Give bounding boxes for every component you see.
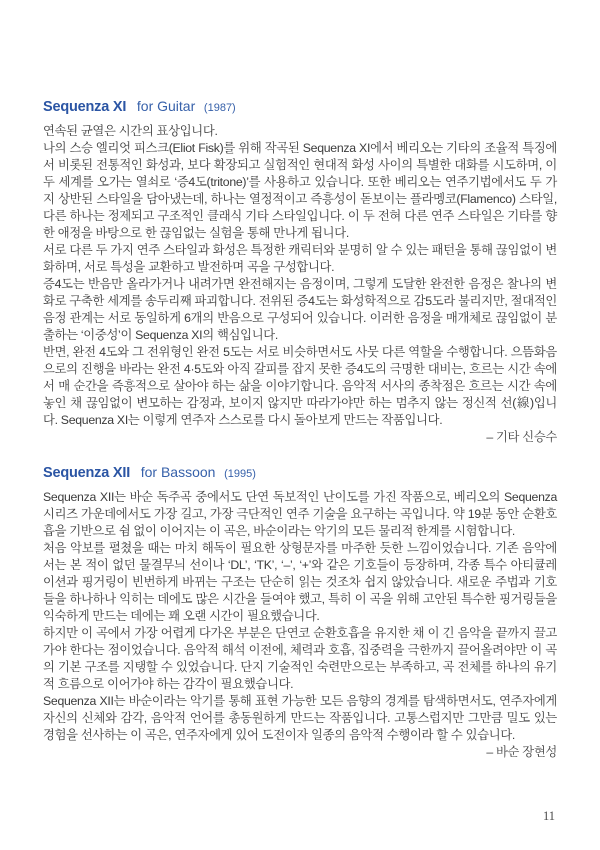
paragraph: 처음 악보를 펼쳤을 때는 마치 해독이 필요한 상형문자를 마주한 듯한 느낌이었습니다. 기존 음악에서는 본 적이 없던 물결무늬 선이나 ‘DL’, ‘TK’, ‘–’, ‘+’와 같은 기호들이 등장하며, 각종 특수 아티큘레이션과 핑거링이 빈번하게 바뀌는 구조는 단순히 읽는 것조차 쉽지 않았습니다. 새로운 주법과 기호들을 하나하나 익히는 데에도 많은 시간을 들여야 했고, 특히 이 곡을 위해 고안된 특수한 핑거링들을 익숙하게 만드는 데에는 꽤 오랜 시간이 필요했습니다. (43, 541, 557, 623)
paragraph: Sequenza XII는 바순이라는 악기를 통해 표현 가능한 모든 음향의 경계를 탐색하면서도, 연주자에게 자신의 신체와 감각, 음악적 언어를 총동원하게 만드는 작품입니다. 고통스럽지만 그만큼 밀도 있는 경험을 선사하는 이 곡은, 연주자에게 있어 도전이자 일종의 음악적 수행이라 할 수 있습니다. (43, 694, 557, 742)
section-title-main: Sequenza XI (43, 99, 127, 115)
page-number: 11 (542, 809, 555, 823)
page-content (43, 96, 557, 761)
paragraph: 반면, 완전 4도와 그 전위형인 완전 5도는 서로 비슷하면서도 사뭇 다른 역할을 수행합니다. 으뜸화음으로의 진행을 바라는 완전 4·5도와 아직 갈피를 잡지 못한 증4도의 극명한 대비는, 흐르는 시간 속에서 매 순간을 즉흥적으로 살아야 하는 삶을 이야기합니다. 음악적 서사의 종착점은 흐르는 시간 속에 놓인 채 끊임없이 변모하는 감정과, 보이지 않지만 따라가야만 하는 멈추지 않는 정신적 선(線)입니다. Sequenza XI는 이렇게 연주자 스스로를 다시 돌아보게 만드는 작품입니다. (43, 345, 557, 427)
paragraph: 나의 스승 엘리엇 피스크(Eliot Fisk)를 위해 작곡된 Sequenza XI에서 베리오는 기타의 조율적 특징에서 비롯된 전통적인 화성과, 보다 확장되고 실험적인 현대적 화성 사이의 특별한 대화를 시도하며, 이 두 세계를 오가는 열쇠로 ‘증4도(tritone)’를 사용하고 있습니다. 또한 베리오는 연주기법에서도 두 가지 상반된 스타일을 담아냈는데, 하나는 열정적이고 즉흥성이 돋보이는 플라멩코(Flamenco) 스타일, 다른 하나는 정제되고 구조적인 클래식 기타 스타일입니다. 이 두 전혀 다른 연주 스타일은 기타를 향한 애정을 바탕으로 한 끊임없는 실험을 통해 만나게 됩니다. (43, 141, 557, 240)
paragraph: 서로 다른 두 가지 연주 스타일과 화성은 특정한 캐릭터와 분명히 알 수 있는 패턴을 통해 끊임없이 변화하며, 서로 특성을 교환하고 발전하며 곡을 구성합니다. (43, 243, 557, 274)
section-sequenza-xii (43, 462, 557, 761)
paragraph: 연속된 균열은 시간의 표상입니다. (43, 124, 218, 138)
paragraph: 하지만 이 곡에서 가장 어렵게 다가온 부분은 단연코 순환호흡을 유지한 채 이 긴 음악을 끝까지 끌고 가야 한다는 점이었습니다. 음악적 해석 이전에, 체력과 호흡, 집중력을 극한까지 끌어올려야만 이 곡의 기본 구조를 지탱할 수 있었습니다. 단지 기술적인 숙련만으로는 부족하고, 곡 전체를 하나의 유기적 흐름으로 이어가야 하는 감각이 필요했습니다. (43, 626, 557, 691)
section-title-subtitle: for Guitar (136, 98, 196, 114)
section-body (43, 123, 557, 429)
section-title (43, 96, 557, 116)
section-title (43, 462, 557, 482)
section-title-subtitle: for Bassoon (140, 464, 216, 480)
section-body (43, 489, 557, 744)
attribution: – 기타 신승수 (486, 430, 557, 444)
section-title-year: (1987) (203, 102, 236, 114)
attribution: – 바순 장현성 (486, 745, 557, 759)
paragraph: Sequenza XII는 바순 독주곡 중에서도 단연 독보적인 난이도를 가진 작품으로, 베리오의 Sequenza 시리즈 가운데에서도 가장 길고, 가장 극단적인 연주 기술을 요구하는 곡입니다. 약 19분 동안 순환호흡을 기반으로 쉼 없이 이어지는 이 곡은, 바순이라는 악기의 모든 물리적 한계를 시험합니다. (43, 490, 557, 538)
section-sequenza-xi (43, 96, 557, 446)
section-title-year: (1995) (224, 468, 256, 480)
paragraph: 증4도는 반음만 올라가거나 내려가면 완전해지는 음정이며, 그렇게 도달한 완전한 음정은 찰나의 변화로 구축한 세계를 송두리째 파괴합니다. 전위된 증4도는 화성학적으로 감5도라 불리지만, 절대적인 음정 관계는 서로 동일하게 6개의 반음으로 구성되어 있습니다. 이러한 음정을 매개체로 끊임없이 분출하는 ‘이중성’이 Sequenza XI의 핵심입니다. (43, 277, 557, 342)
section-title-main: Sequenza XII (43, 465, 131, 481)
